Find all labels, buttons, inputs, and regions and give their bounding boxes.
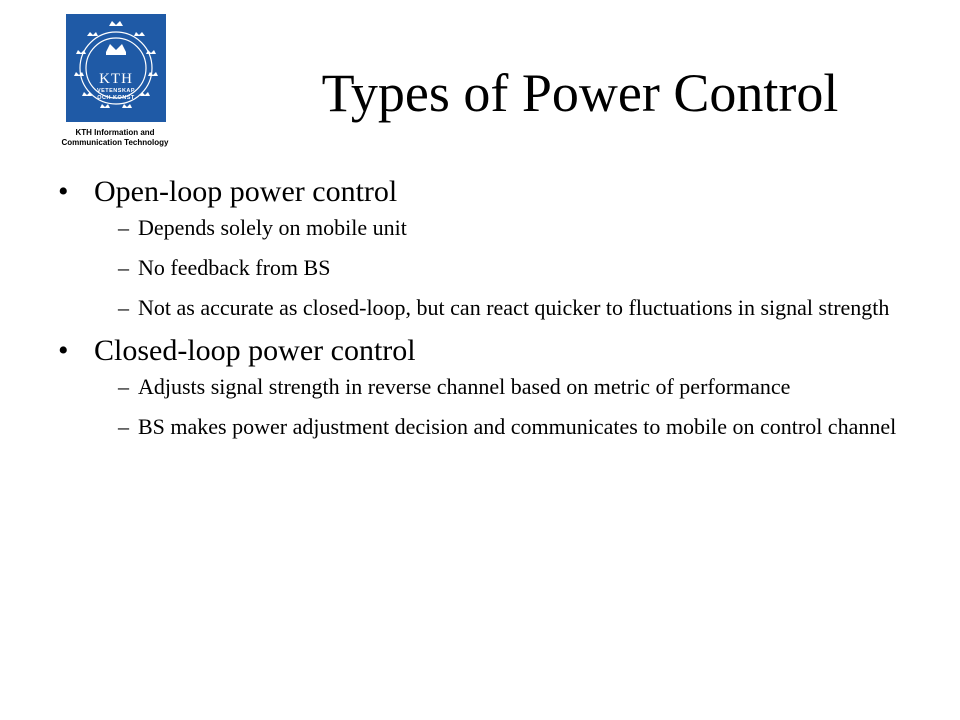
dash-mark: –: [118, 374, 129, 399]
kth-emblem: [66, 14, 166, 122]
sub-bullet-text: Not as accurate as closed-loop, but can react quicker to fluctuations in signal strength: [138, 295, 890, 320]
sub-bullet: [58, 373, 908, 400]
sub-bullet-text: BS makes power adjustment decision and communicates to mobile on control channel: [138, 414, 897, 439]
crown-emblem-icon: [66, 14, 166, 122]
bullet-closed-loop: [58, 331, 908, 371]
sub-bullet: [58, 294, 908, 321]
slide-body: [58, 172, 908, 453]
dash-mark: –: [118, 295, 129, 320]
logo-wordmark: KTH: [99, 71, 133, 87]
bullet-open-loop: [58, 172, 908, 212]
bullet-mark: •: [58, 175, 69, 208]
sub-bullet-text: No feedback from BS: [138, 255, 331, 280]
bullet-text: Closed-loop power control: [94, 334, 416, 367]
sub-bullet-text: Depends solely on mobile unit: [138, 215, 407, 240]
logo-subtext-1: VETENSKAP: [96, 88, 136, 94]
sub-bullet: [58, 413, 908, 440]
dash-mark: –: [118, 255, 129, 280]
logo-caption-line-1: KTH Information and: [75, 128, 155, 137]
bullet-text: Open-loop power control: [94, 175, 398, 208]
dash-mark: –: [118, 215, 129, 240]
kth-logo: [50, 14, 180, 150]
logo-caption-line-2: Communication Technology: [61, 138, 169, 147]
sub-bullet-text: Adjusts signal strength in reverse channel based on metric of performance: [138, 374, 791, 399]
slide-title: Types of Power Control: [321, 63, 839, 123]
bullet-mark: •: [58, 334, 69, 367]
dash-mark: –: [118, 414, 129, 439]
logo-subtext-2: OCH KONST: [97, 95, 135, 101]
sub-bullet: [58, 254, 908, 281]
sub-bullet: [58, 214, 908, 241]
